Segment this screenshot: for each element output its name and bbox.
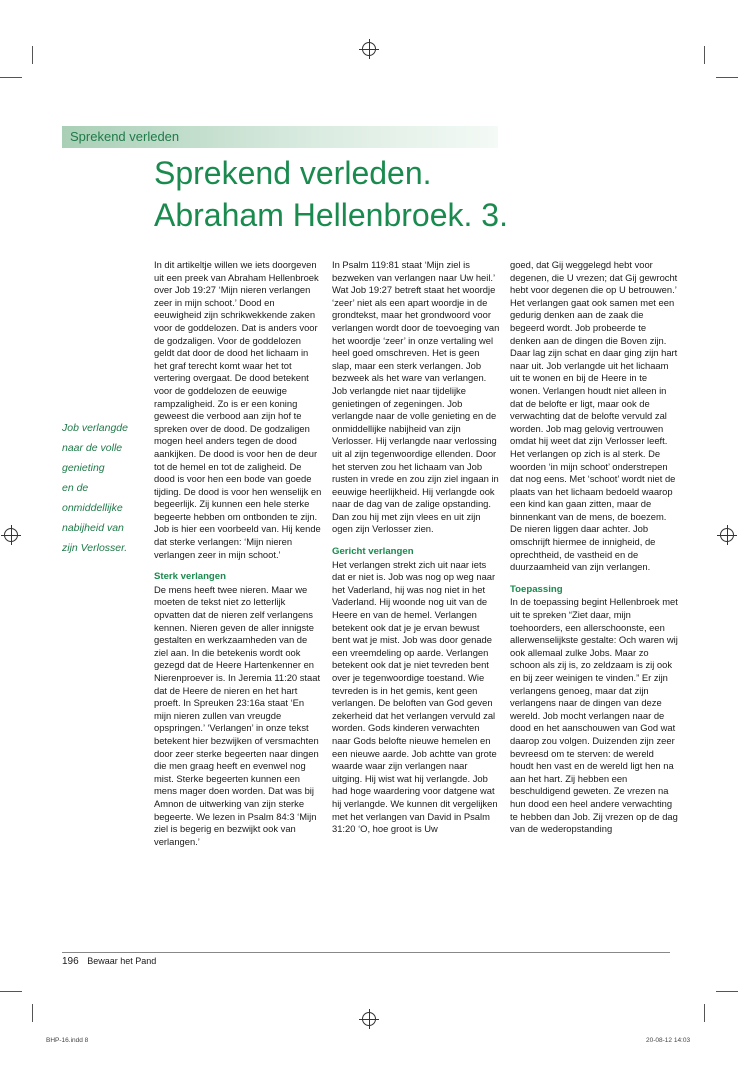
column-1-body: De mens heeft twee nieren. Maar we moeten de tekst niet zo letterlijk opvatten dat de nieren zelf verlangens kennen. Nieren geven de aller innigste gestalten en werkzaamheden van de ziel aan. In die betekenis wordt ook gezegd dat de Heere Hartenkenner en Nierenproever is. In Jeremia 11:20 staat dat de Heere de nieren en het hart proeft. In Spreuken 23:16a staat ‘En mijn nieren zullen van vreugde opspringen.’ ‘Verlangen’ in onze tekst betekent hier bezwijken of versmachten door zeer sterke begeerten naar dingen die men graag heeft en evenwel nog mist. Sterke begeerten kunnen een mens mager doen worden. Dat was bij Amnon de uitwerking van zijn sterke begeerte. We lezen in Psalm 84:3 ‘Mijn ziel is begerig en bezwijkt ook van verlangen.’	[154, 583, 321, 847]
subheading-gericht-verlangen: Gericht verlangen	[332, 546, 414, 558]
crop-mark	[0, 991, 22, 992]
text-column-1	[154, 259, 322, 848]
crop-mark	[32, 46, 33, 64]
crop-mark	[716, 991, 738, 992]
title-line-1: Sprekend verleden.	[154, 155, 432, 191]
article-title	[154, 152, 508, 236]
slug-date: 20-08-12 14:03	[646, 1037, 691, 1044]
column-2-body: Het verlangen strekt zich uit naar iets dat er niet is. Job was nog op weg naar het Vaderland, hij was nog niet in het Vaderland. Hij woonde nog uit van de Heere en van de hemel. Verlangen betekent ook dat je je ervan bewust bent wat je mist. Job was door genade een vreemdeling op aarde. Verlangen betekent ook dat je niet tevreden bent over je tegenwoordige toestand. Wie tevreden is in het gemis, kent geen verlangen. De beloften van God geven zekerheid dat het verlangen vervuld zal worden. Gods kinderen verwachten naar Gods belofte nieuwe hemelen en een nieuwe aarde. Job achtte van grote waarde waar zijn verlangen naar uitging. Hij wist wat hij verlangde. Job had hoge waardering voor datgene wat hij verlangde. We kunnen dit vergelijken met het verlangen van David in Psalm 31:20 ‘O, hoe groot is Uw	[332, 558, 498, 835]
title-line-2: Abraham Hellenbroek. 3.	[154, 197, 508, 233]
pull-quote-line: nabijheid van	[62, 522, 124, 534]
page-footer	[62, 952, 670, 967]
registration-mark-icon	[4, 528, 18, 542]
crop-mark	[716, 77, 738, 78]
registration-mark-icon	[362, 42, 376, 56]
crop-mark	[704, 1004, 705, 1022]
slug-file: BHP-16.indd 8	[46, 1037, 89, 1044]
subheading-sterk-verlangen: Sterk verlangen	[154, 571, 226, 583]
subheading-toepassing: Toepassing	[510, 583, 563, 595]
crop-mark	[32, 1004, 33, 1022]
section-label: Sprekend verleden	[70, 129, 180, 144]
registration-mark-icon	[720, 528, 734, 542]
column-3-intro: goed, dat Gij weggelegd hebt voor degenen, die U vrezen; dat Gij gewrocht hebt voor degenen die op U betrouwen.’ Het verlangen gaat ook samen met een gedurig denken aan de zaak die begeerd wordt. Job probeerde te denken aan de dingen die Boven zijn. Daar lag zijn schat en daar ging zijn hart naar uit. Job verlangde uit het lichaam uit te wonen en bij de Heere in te wonen. Verlangen houdt niet alleen in dat de belofte er ligt, maar ook de verwachting dat de belofte vervuld zal worden. Job mag gelovig vertrouwen omdat hij weet dat zijn Verlosser leeft. Het verlangen op zich is al sterk. De woorden ‘in mijn schoot’ onderstrepen dat nog eens. Met ‘schoot’ wordt niet de plaats van het lichaam bedoeld waarop een kind kan gaan zitten, maar de binnenkant van de mens, de boezem. De nieren liggen daar achter. Job omschrijft hiermee de innigheid, de oprechtheid, de vastheid en de duurzaamheid van zijn verlangen.	[510, 259, 678, 573]
text-column-2	[332, 259, 500, 836]
magazine-name: Bewaar het Pand	[87, 956, 157, 966]
pull-quote-line: onmiddellijke	[62, 502, 123, 514]
pull-quote-line: en de	[62, 482, 89, 494]
pull-quote-line: zijn Verlosser.	[62, 542, 128, 554]
text-column-3	[510, 259, 678, 836]
column-2-intro: In Psalm 119:81 staat ‘Mijn ziel is bezweken van verlangen naar Uw heil.’ Wat Job 19:27 betreft staat het woordje ‘zeer’ niet als een apart woordje in de grondtekst, maar het grondwoord voor verlangen wordt door de toevoeging van het woordje ‘zeer’ in onze vertaling wel heel goed omschreven. Het is geen slap, maar een sterk verlangen. Job bezweek als het ware van verlangen. Job verlangde niet naar tijdelijke genietingen of zegeningen. Job verlangde naar de volle genieting en de onmiddellijke nabijheid van zijn Verlosser. Hij verlangde naar verlossing uit al zijn tegenwoordige ellenden. Door het sterven zou het lichaam van Job rusten in vrede en zou zijn ziel ingaan in eeuwige heerlijkheid. Hij verlangde ook naar de dag van de zalige opstanding. Dan zou hij met zijn vlees en uit zijn ogen zijn Verlosser zien.	[332, 259, 500, 535]
pull-quote-line: naar de volle	[62, 442, 123, 454]
column-1-intro: In dit artikeltje willen we iets doorgeven uit een preek van Abraham Hellenbroek over Job 19:27 ‘Mijn nieren verlangen zeer in mijn schoot.’ Dood en eeuwigheid zijn schrikwekkende zaken voor de goddelozen. Dat is anders voor de godzaligen. Voor de goddelozen geldt dat door de dood het lichaam in het graf terecht komt waar het tot vertering overgaat. De dood betekent voor de goddelozen de eeuwige rampzaligheid. Zo is er een koning geweest die verbood aan zijn hof te spreken over de dood. De godzaligen mogen heel anders tegen de dood aankijken. De dood is voor hen de deur tot de hemel en tot de zaligheid. De dood is voor hen een bode van goede tijding. De dood is voor hen wenselijk en begeerlijk. Zij kunnen een hele sterke begeerte hebben om ontbonden te zijn. Job is hier een voorbeeld van. Hij kende dat sterke verlangen: ‘Mijn nieren verlangen zeer in mijn schoot.’	[154, 259, 322, 560]
crop-mark	[0, 77, 22, 78]
crop-mark	[704, 46, 705, 64]
section-banner	[62, 126, 498, 148]
pull-quote-line: Job verlangde	[62, 422, 128, 434]
pull-quote	[62, 418, 142, 558]
column-3-body: In de toepassing begint Hellenbroek met uit te spreken “Ziet daar, mijn toehoorders, een allerschoonste, een allerwenselijkste gestalte: Och waren wij ook allemaal zulke Jobs. Maar zo schoon als zij is, zo zeldzaam is zij ook en bij zeer weinigen te vinden.” Er zijn verlangens genoeg, maar dat zijn verlangens naar de dingen van deze wereld. Job mocht verlangen naar de dood en het aanschouwen van God wat daarop zou volgen. Duizenden zijn zeer bevreesd om te sterven: de wereld houdt hen vast en de wereld ligt hen na aan het hart. Zij hebben een beschuldigend geweten. Ze vrezen na hun dood een heel andere verwachting te hebben dan Job. Zij vrezen op de dag van de wederopstanding	[510, 596, 678, 835]
page-number: 196	[62, 956, 79, 967]
pull-quote-line: genieting	[62, 462, 105, 474]
registration-mark-icon	[362, 1012, 376, 1026]
